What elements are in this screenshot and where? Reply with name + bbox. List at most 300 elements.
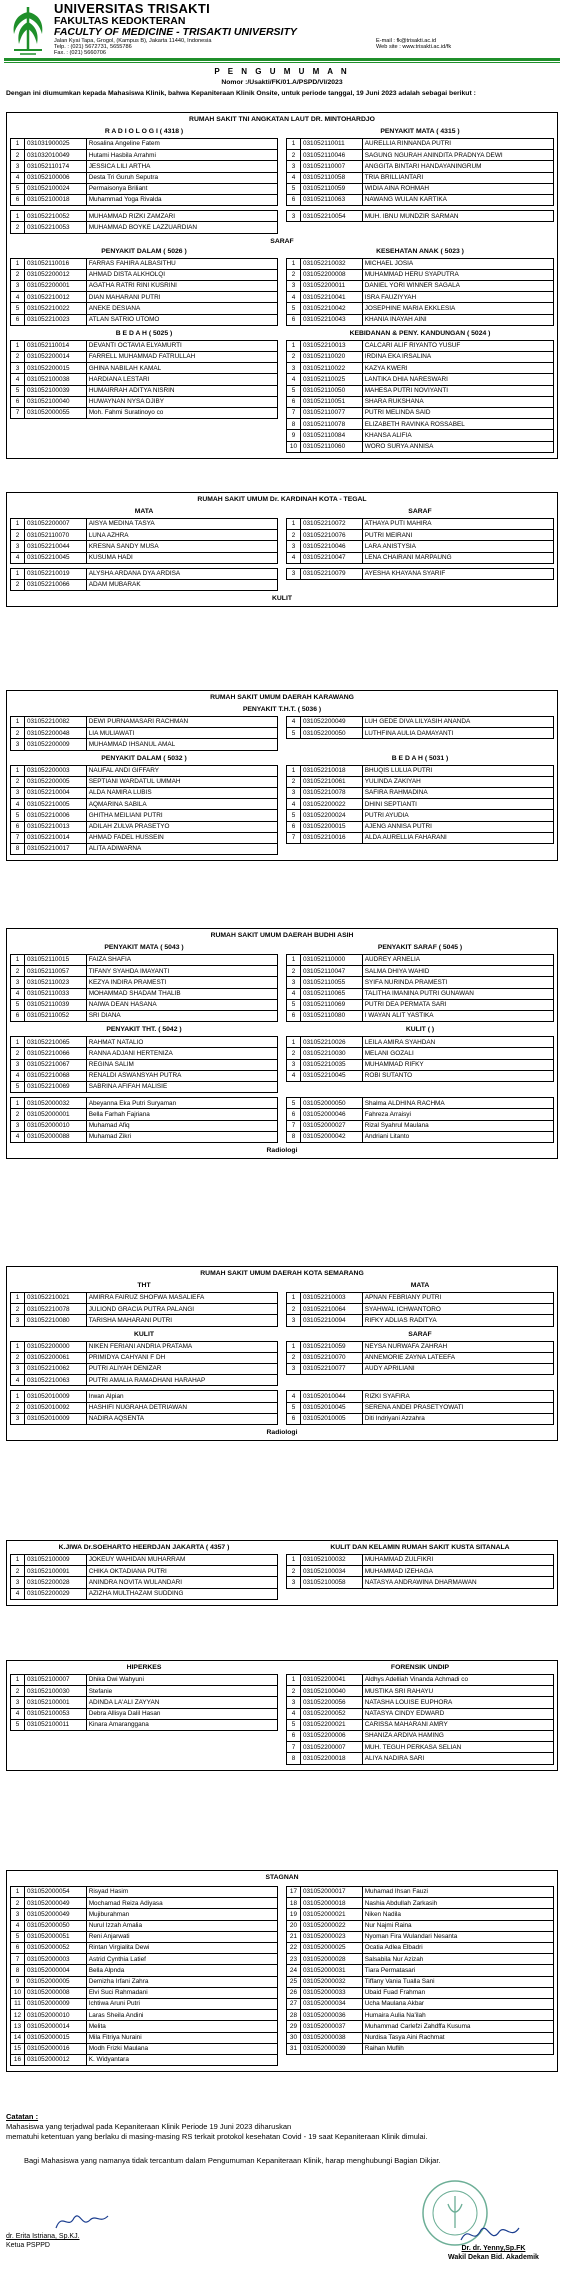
student-name: LARA ANISTYSIA [363,541,554,552]
row-number: 6 [11,315,25,326]
student-name: MUSTIKA SRI RAHAYU [363,1686,554,1697]
table-row [10,1555,278,1566]
student-id: 031052000028 [301,1954,363,1965]
row-number: 4 [287,292,301,303]
student-name: AZIZHA MULTHAZAM SUDDING [87,1589,278,1600]
row-number: 5 [287,810,301,821]
student-id: 031052000046 [301,1109,363,1120]
student-name: Mochamad Reiza Adiyasa [87,1898,278,1909]
student-name: LUTHFINA AULIA DAMAYANTI [363,728,554,739]
student-name: NAIWA DEAN HASANA [87,1000,278,1011]
student-name: Rizal Syahrul Maulana [363,1121,554,1132]
student-id: 031052000037 [301,2021,363,2032]
student-id: 031052210053 [25,222,87,233]
student-name: Demizha Irfani Zahra [87,1977,278,1988]
table-row [286,430,554,441]
table-row [286,1315,554,1326]
student-id: 031032010049 [25,150,87,161]
table-row [10,1132,278,1143]
row-number: 26 [287,1988,301,1999]
student-name: GHITHA MEILIANI PUTRI [87,810,278,821]
student-name: KUSUMA HADI [87,553,278,564]
table-row [10,341,278,352]
student-name: SHARA RUKSHANA [363,397,554,408]
student-id: 031052200005 [25,777,87,788]
table-row [10,717,278,728]
student-name: RENALDI ASWANSYAH PUTRA [87,1071,278,1082]
student-id: 031052210082 [25,717,87,728]
section-title: STAGNAN [265,1874,299,1881]
student-name: Tiara Permatasari [363,1965,554,1976]
row-number: 3 [287,161,301,172]
row-number: 2 [287,150,301,161]
column-heading: PENYAKIT DALAM ( 5032 ) [101,754,187,762]
table-row [286,259,554,270]
table-row [10,2010,278,2021]
student-name: CARISSA MAHARANI AMRY [363,1720,554,1731]
row-number: 1 [11,1887,25,1898]
row-number: 3 [11,1697,25,1708]
student-id: 031052100032 [301,1555,363,1566]
table-row [10,1954,278,1965]
student-id: 031052110025 [301,374,363,385]
student-name: MUHAMMAD IZEHAGA [363,1566,554,1577]
student-id: 031052210079 [301,569,363,580]
row-number: 7 [287,1121,301,1132]
table-row [286,1977,554,1988]
row-number: 2 [287,530,301,541]
row-number: 1 [11,1391,25,1402]
column-heading: MATA [410,1282,430,1289]
student-name: Muhamad Afiq [87,1121,278,1132]
table-row [286,1011,554,1022]
column-heading: PENYAKIT THT. ( 5042 ) [106,1026,182,1034]
student-id: 031052100011 [25,1720,87,1731]
student-name: Diti Indriyani Azzahra [363,1414,554,1425]
row-number: 6 [287,315,301,326]
row-number: 20 [287,1921,301,1932]
student-id: 031052000052 [25,1943,87,1954]
student-id: 031052100009 [25,1555,87,1566]
student-id: 031052000021 [301,1909,363,1920]
table-row [286,1887,554,1898]
row-number: 1 [11,1293,25,1304]
row-number: 31 [287,2044,301,2055]
table-row [286,1697,554,1708]
table-row [10,955,278,966]
table-row [286,728,554,739]
student-id: 031052200049 [301,717,363,728]
student-name: MUHAMMAD HERU SYAPUTRA [363,270,554,281]
student-name: I WAYAN ALIT YASTIKA [363,1011,554,1022]
student-name: Raihan Muflih [363,2044,554,2055]
row-number: 5 [287,303,301,314]
student-name: AQMARINA SABILA [87,799,278,810]
student-name: WIDIA AINA ROHMAH [363,184,554,195]
table-row [286,2033,554,2044]
student-id: 031052000022 [301,1921,363,1932]
column-heading: KULIT [133,1330,154,1338]
student-id: 031052110051 [301,397,363,408]
column-heading: KULIT ( ) [405,1026,435,1034]
student-name: ALDA AURELLIA FAHARANI [363,833,554,844]
table-row [286,966,554,977]
row-number: 3 [11,1909,25,1920]
student-name: AGATHA RATRI RINI KUSRINI [87,281,278,292]
table-row [286,386,554,397]
table-row [286,1391,554,1402]
row-number: 5 [287,1720,301,1731]
student-name: ELIZABETH RAVINKA ROSSABEL [363,419,554,430]
student-name: Muhammad Carlefzi Zahdffa Kusuma [363,2021,554,2032]
row-number: 3 [11,1060,25,1071]
university-name: UNIVERSITAS TRISAKTI [54,1,210,16]
student-id: 031052000027 [301,1121,363,1132]
student-id: 031052000014 [25,2021,87,2032]
row-number: 6 [287,822,301,833]
student-id: 031052210026 [301,1037,363,1048]
row-number: 6 [11,195,25,206]
row-number: 7 [11,1954,25,1965]
row-number: 7 [287,833,301,844]
student-id: 031052100040 [25,397,87,408]
row-number: 25 [287,1977,301,1988]
table-row [286,397,554,408]
row-number: 8 [11,844,25,855]
student-id: 031052100007 [25,1675,87,1686]
student-name: Nyoman Fira Wulandari Nesanta [363,1932,554,1943]
student-name: Moh. Fahmi Suratinoyo co [87,408,278,419]
row-number: 17 [287,1887,301,1898]
student-name: PUTRI ALIYAH DENIZAR [87,1364,278,1375]
student-id: 031052100053 [25,1709,87,1720]
student-id: 031052000034 [301,1999,363,2010]
row-number: 2 [11,352,25,363]
student-id: 031052000010 [25,1121,87,1132]
student-name: TARISHA MAHARANI PUTRI [87,1315,278,1326]
student-name: ROBI SUTANTO [363,1071,554,1082]
table-row [10,270,278,281]
row-number: 6 [11,397,25,408]
table-row [10,810,278,821]
student-id: 031052000023 [301,1932,363,1943]
row-number: 2 [11,1686,25,1697]
student-name: Nashia Abdullah Zarkasih [363,1898,554,1909]
student-id: 031052210045 [301,1071,363,1082]
student-id: 031052210078 [301,788,363,799]
column-heading: K.JIWA Dr.SOEHARTO HEERDJAN JAKARTA ( 4357 ) [58,1544,230,1551]
student-id: 031052000001 [25,1109,87,1120]
student-name: Modh Frizki Maulana [87,2044,278,2055]
student-id: 031052210077 [301,1364,363,1375]
row-number: 3 [11,977,25,988]
student-id: 031052110007 [301,161,363,172]
student-name: MELANI GOZALI [363,1048,554,1059]
student-id: 031052010044 [301,1391,363,1402]
table-row [286,2021,554,2032]
student-name: SRI DIANA [87,1011,278,1022]
table-row [10,822,278,833]
table-row [286,1999,554,2010]
row-number: 2 [11,966,25,977]
student-id: 031052110016 [25,259,87,270]
table-row [10,844,278,855]
student-id: 031052200050 [301,728,363,739]
student-id: 031052000018 [301,1898,363,1909]
signer-role: Ketua PSPPD [6,2242,50,2249]
row-number: 2 [287,270,301,281]
table-row [286,2010,554,2021]
table-row [10,386,278,397]
address-line: Jalan Kyai Tapa, Grogol, (Kampus B), Jakarta 11440, Indonesia [54,38,212,44]
table-row [286,1121,554,1132]
student-name: Shalma ALDHINA RACHMA [363,1098,554,1109]
row-number: 23 [287,1954,301,1965]
student-id: 031052200015 [25,363,87,374]
row-number: 3 [287,1697,301,1708]
student-id: 031052110015 [25,955,87,966]
student-id: 031052200028 [25,1577,87,1588]
student-id: 031031900025 [25,139,87,150]
table-row [10,2055,278,2066]
table-row [10,1364,278,1375]
table-row [10,1686,278,1697]
student-id: 031052210041 [301,292,363,303]
student-id: 031052100001 [25,1697,87,1708]
row-number: 3 [287,281,301,292]
row-number: 22 [287,1943,301,1954]
column-heading: B E D A H ( 5025 ) [115,329,173,337]
student-id: 031052110046 [301,150,363,161]
table-row [286,810,554,821]
row-number: 2 [11,728,25,739]
student-id: 031052210059 [301,1342,363,1353]
row-number: 18 [287,1898,301,1909]
table-row [10,728,278,739]
student-name: MUHAMMAD BOYKE LAZZUARDIAN [87,222,278,233]
signature-left [52,2208,112,2234]
row-number: 4 [11,1921,25,1932]
row-number: 28 [287,2010,301,2021]
student-id: 031052110058 [301,173,363,184]
student-id: 031052110077 [301,408,363,419]
student-name: Abeyanna Eka Putri Suryaman [87,1098,278,1109]
table-row [10,1932,278,1943]
student-name: KHANIA INAYAH AINI [363,315,554,326]
student-id: 031052200011 [301,281,363,292]
section-title: RUMAH SAKIT UMUM DAERAH KARAWANG [210,694,354,701]
student-id: 031052200001 [25,281,87,292]
table-row [286,530,554,541]
row-number: 4 [287,799,301,810]
student-name: Elvi Suci Rahmadani [87,1988,278,1999]
row-number: 1 [11,341,25,352]
row-number: 6 [287,1011,301,1022]
student-id: 031052000038 [301,2033,363,2044]
row-number: 1 [11,139,25,150]
row-number: 5 [287,728,301,739]
row-number: 3 [11,1364,25,1375]
row-number: 1 [11,1675,25,1686]
row-number: 4 [11,1709,25,1720]
row-number: 1 [287,519,301,530]
row-number: 11 [11,1999,25,2010]
row-number: 12 [11,2010,25,2021]
student-name: KAZYA KWERI [363,363,554,374]
student-id: 031052110020 [301,352,363,363]
student-name: DHINI SEPTIANTI [363,799,554,810]
student-id: 031052210021 [25,1293,87,1304]
student-name: YULINDA ZAKIYAH [363,777,554,788]
student-name: APNAN FEBRIANY PUTRI [363,1293,554,1304]
table-row [286,822,554,833]
address-line: Telp. : (021) 5672731, 5655786 [54,44,132,51]
table-row [10,1577,278,1588]
row-number: 10 [11,1988,25,1999]
announcement-number: Nomor :/Usakti/FK/01.A/PSPD/VI/2023 [221,79,343,86]
student-id: 031052110023 [25,977,87,988]
student-name: NAWANG WULAN KARTIKA [363,195,554,206]
column-heading: PENYAKIT SARAF ( 5045 ) [377,944,463,951]
table-row [10,1675,278,1686]
row-number: 9 [11,1977,25,1988]
student-name: PUTRI AMALIA RAMADHANI HARAHAP [87,1375,278,1386]
student-id: 031052210054 [301,211,363,222]
column-heading: PENYAKIT MATA ( 4315 ) [380,128,460,135]
student-name: PUTRI AYUDIA [363,810,554,821]
student-id: 031052200048 [25,728,87,739]
row-number: 4 [11,292,25,303]
student-id: 031052110050 [301,386,363,397]
column-heading: FORENSIK UNDIP [390,1664,450,1671]
student-name: RIFKY ADLIAS RADITYA [363,1315,554,1326]
table-row [286,1943,554,1954]
section-title: RUMAH SAKIT TNI ANGKATAN LAUT DR. MINTOHARDJO [189,116,375,123]
section-title: RUMAH SAKIT UMUM DAERAH BUDHI ASIH [210,932,354,939]
table-row [10,1977,278,1988]
table-row [286,1132,554,1143]
student-id: 031052210045 [25,553,87,564]
student-name: SAGUNG NGURAH ANINDITA PRADNYA DEWI [363,150,554,161]
student-name: Bella Alpnda [87,1965,278,1976]
row-number: 24 [287,1965,301,1976]
student-name: WORO SURYA ANNISA [363,442,554,453]
student-name: FARRELL MUHAMMAD FATRULLAH [87,352,278,363]
table-row [286,569,554,580]
letterhead [0,0,564,62]
student-name: ADAM MUBARAK [87,580,278,591]
table-row [10,569,278,580]
row-number: 6 [287,1109,301,1120]
row-number: 1 [287,766,301,777]
student-name: Ucha Maulana Akbar [363,1999,554,2010]
student-id: 031052110065 [301,989,363,1000]
student-name: Bella Farhah Fajriana [87,1109,278,1120]
table-row [286,1353,554,1364]
row-number: 1 [11,1342,25,1353]
table-row [10,1000,278,1011]
notes-label: Catatan : [6,2112,39,2121]
student-name: MUHAMMAD IHSANUL AMAL [87,739,278,750]
row-number: 2 [11,1304,25,1315]
student-name: Hutami Hasbila Arrahmi [87,150,278,161]
column-heading: MATA [134,508,154,515]
student-id: 031052100058 [301,1577,363,1588]
section-title: RUMAH SAKIT UMUM DAERAH KOTA SEMARANG [200,1270,364,1277]
table-row [286,799,554,810]
student-name: SEPTIANI WARDATUL UMMAH [87,777,278,788]
announcement-intro: Dengan ini diumumkan kepada Mahasiswa Klinik, bahwa Kepaniteraan Klinik Onsite, untuk periode tanggal, 19 Juni 2023 adalah sebagai berikut : [6,90,476,97]
row-number: 1 [287,1037,301,1048]
table-row [10,184,278,195]
student-name: TIFANY SYAHDA IMAYANTI [87,966,278,977]
row-number: 4 [287,1391,301,1402]
student-name: FAIZA SHAFIA [87,955,278,966]
student-id: 031052000049 [25,1898,87,1909]
student-name: KRESNA SANDY MUSA [87,541,278,552]
student-name: Dhika Dwi Wahyuni [87,1675,278,1686]
student-id: 031052000003 [25,1954,87,1965]
student-id: 031052210047 [301,553,363,564]
table-row [286,211,554,222]
student-id: 031052200041 [301,1675,363,1686]
table-row [286,955,554,966]
row-number: 2 [287,1304,301,1315]
table-row [10,1965,278,1976]
row-number: 1 [287,341,301,352]
student-id: 031052000031 [301,1965,363,1976]
table-row [10,1999,278,2010]
table-row [10,1353,278,1364]
student-name: ANNEMORIE ZAYNA LATEEFA [363,1353,554,1364]
student-name: AISYA MEDINA TASYA [87,519,278,530]
student-id: 031052110011 [301,139,363,150]
student-id: 031052000032 [25,1098,87,1109]
student-name: LEILA AMIRA SYAHDAN [363,1037,554,1048]
website: Web site : www.trisakti.ac.id/fk [376,44,452,51]
student-id: 031052210068 [25,1071,87,1082]
group-heading: Radiologi [266,1147,298,1154]
row-number: 2 [11,222,25,233]
row-number: 3 [11,1414,25,1425]
student-id: 031052100040 [301,1686,363,1697]
table-row [10,1988,278,1999]
table-row [10,139,278,150]
student-id: 031052000036 [301,2010,363,2021]
student-name: MUH. TEGUH PERKASA SELIAN [363,1742,554,1753]
student-id: 031052000015 [25,2033,87,2044]
student-id: 031052100018 [25,195,87,206]
table-row [286,1909,554,1920]
student-name: Irwan Alpian [87,1391,278,1402]
student-id: 031052110174 [25,161,87,172]
row-number: 10 [287,442,301,453]
student-name: Muhammad Yoga Rivalda [87,195,278,206]
student-name: TRIA BRILLIANTARI [363,173,554,184]
student-name: K. Widyantara [87,2055,278,2066]
signer-name: dr. Erita Istriana, Sp.KJ. [6,2233,80,2240]
table-row [286,303,554,314]
student-id: 031052210062 [25,1364,87,1375]
student-name: HUMAIRRAH ADITYA NISRIN [87,386,278,397]
student-id: 031052200012 [25,270,87,281]
table-row [10,1589,278,1600]
student-id: 031052000088 [25,1132,87,1143]
student-id: 031052210066 [25,580,87,591]
row-number: 1 [11,955,25,966]
student-id: 031052210094 [301,1315,363,1326]
student-id: 031052110069 [301,1000,363,1011]
